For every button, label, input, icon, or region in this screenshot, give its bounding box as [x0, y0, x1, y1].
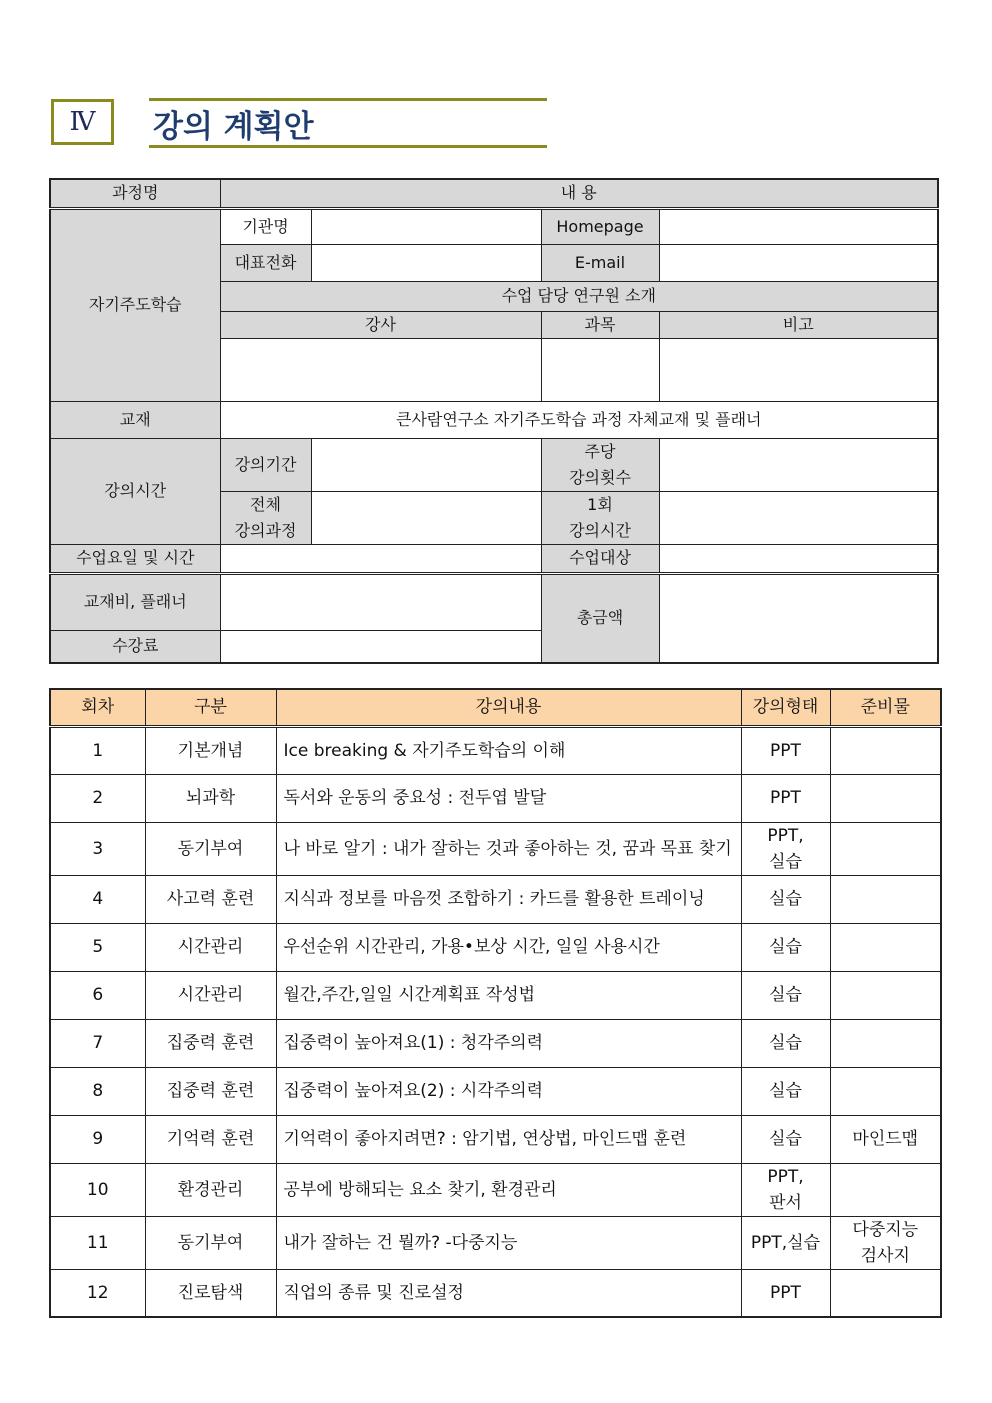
per-session-label	[541, 491, 659, 544]
header-content: 강의내용	[276, 689, 741, 726]
session-number: 4	[50, 875, 145, 923]
session-format: 실습	[741, 1067, 830, 1115]
session-format: 실습	[741, 1115, 830, 1163]
instructor-value[interactable]	[220, 338, 541, 401]
table-row	[50, 875, 941, 923]
session-materials	[830, 875, 941, 923]
homepage-label: Homepage	[541, 208, 659, 244]
session-number: 11	[50, 1216, 145, 1269]
total-amount-value[interactable]	[659, 573, 938, 663]
session-number: 5	[50, 923, 145, 971]
session-number: 1	[50, 726, 145, 774]
session-materials	[830, 923, 941, 971]
session-number: 7	[50, 1019, 145, 1067]
session-materials	[830, 1067, 941, 1115]
session-materials	[830, 822, 941, 875]
page-title: 강의 계획안	[149, 98, 547, 148]
total-amount-label: 총금액	[541, 573, 659, 663]
remark-label: 비고	[659, 311, 938, 338]
session-content: 월간,주간,일일 시간계획표 작성법	[276, 971, 741, 1019]
table-row	[50, 1163, 941, 1216]
session-category: 기본개념	[145, 726, 276, 774]
session-content: 우선순위 시간관리, 가용•보상 시간, 일일 사용시간	[276, 923, 741, 971]
target-value[interactable]	[659, 544, 938, 573]
table-row	[50, 1269, 941, 1317]
lecture-period-value[interactable]	[311, 438, 541, 491]
header-format: 강의형태	[741, 689, 830, 726]
total-course-value[interactable]	[311, 491, 541, 544]
weekly-label-line2: 강의횟수	[569, 467, 631, 487]
weekly-count-value[interactable]	[659, 438, 938, 491]
lecture-plan-table	[49, 688, 942, 1318]
table-row	[50, 822, 941, 875]
session-materials	[830, 1019, 941, 1067]
textbook-value: 큰사람연구소 자기주도학습 과정 자체교재 및 플래너	[220, 401, 938, 438]
total-label-line2: 강의과정	[234, 520, 297, 540]
remark-value[interactable]	[659, 338, 938, 401]
total-course-label	[220, 491, 311, 544]
session-category: 집중력 훈련	[145, 1067, 276, 1115]
section-number: Ⅳ	[69, 107, 96, 137]
table-row	[50, 971, 941, 1019]
table-row	[50, 1019, 941, 1067]
program-name: 자기주도학습	[50, 208, 220, 401]
session-content: 내가 잘하는 건 뭘까? -다중지능	[276, 1216, 741, 1269]
class-day-value[interactable]	[220, 544, 541, 573]
material-fee-value[interactable]	[220, 573, 541, 630]
phone-value[interactable]	[311, 244, 541, 281]
session-format: PPT,실습	[741, 1216, 830, 1269]
per-session-line1: 1회	[587, 494, 613, 514]
lecture-time-label: 강의시간	[50, 438, 220, 544]
session-content: 직업의 종류 및 진로설정	[276, 1269, 741, 1317]
session-format: 실습	[741, 875, 830, 923]
session-number: 9	[50, 1115, 145, 1163]
session-number: 6	[50, 971, 145, 1019]
session-content: 독서와 운동의 중요성 : 전두엽 발달	[276, 774, 741, 822]
homepage-value[interactable]	[659, 208, 938, 244]
session-materials: 마인드맵	[830, 1115, 941, 1163]
table-row	[50, 1216, 941, 1269]
subject-value[interactable]	[541, 338, 659, 401]
session-content: 공부에 방해되는 요소 찾기, 환경관리	[276, 1163, 741, 1216]
instructor-label: 강사	[220, 311, 541, 338]
session-category: 진로탐색	[145, 1269, 276, 1317]
session-materials	[830, 726, 941, 774]
session-content: 집중력이 높아져요(1) : 청각주의력	[276, 1019, 741, 1067]
session-number: 2	[50, 774, 145, 822]
researcher-intro: 수업 담당 연구원 소개	[220, 281, 938, 311]
session-category: 시간관리	[145, 923, 276, 971]
phone-label: 대표전화	[220, 244, 311, 281]
class-day-label: 수업요일 및 시간	[50, 544, 220, 573]
session-content: 나 바로 알기 : 내가 잘하는 것과 좋아하는 것, 꿈과 목표 찾기	[276, 822, 741, 875]
total-label-line1: 전체	[250, 494, 281, 514]
session-content: 집중력이 높아져요(2) : 시각주의력	[276, 1067, 741, 1115]
session-format: PPT, 판서	[741, 1163, 830, 1216]
material-fee-label: 교재비, 플래너	[50, 573, 220, 630]
tuition-value[interactable]	[220, 630, 541, 663]
session-materials	[830, 774, 941, 822]
session-format: PPT	[741, 774, 830, 822]
session-category: 동기부여	[145, 1216, 276, 1269]
session-number: 10	[50, 1163, 145, 1216]
session-format: 실습	[741, 1019, 830, 1067]
session-number: 3	[50, 822, 145, 875]
institution-value[interactable]	[311, 208, 541, 244]
header-materials: 준비물	[830, 689, 941, 726]
table-row	[50, 774, 941, 822]
session-content: 기억력이 좋아지려면? : 암기법, 연상법, 마인드맵 훈련	[276, 1115, 741, 1163]
session-category: 시간관리	[145, 971, 276, 1019]
session-number: 12	[50, 1269, 145, 1317]
section-number-box	[51, 99, 114, 145]
per-session-line2: 강의시간	[569, 520, 631, 540]
course-label: 과정명	[50, 179, 220, 208]
email-value[interactable]	[659, 244, 938, 281]
table-row	[50, 1067, 941, 1115]
table-row	[50, 923, 941, 971]
content-label: 내 용	[220, 179, 938, 208]
session-materials: 다중지능 검사지	[830, 1216, 941, 1269]
plan-header-row	[50, 689, 941, 726]
session-category: 사고력 훈련	[145, 875, 276, 923]
tuition-label: 수강료	[50, 630, 220, 663]
session-category: 동기부여	[145, 822, 276, 875]
session-format: 실습	[741, 971, 830, 1019]
table-row	[50, 726, 941, 774]
session-category: 집중력 훈련	[145, 1019, 276, 1067]
per-session-value[interactable]	[659, 491, 938, 544]
session-format: 실습	[741, 923, 830, 971]
email-label: E-mail	[541, 244, 659, 281]
session-number: 8	[50, 1067, 145, 1115]
course-info-table	[49, 178, 939, 664]
subject-label: 과목	[541, 311, 659, 338]
session-category: 환경관리	[145, 1163, 276, 1216]
session-format: PPT	[741, 726, 830, 774]
institution-label: 기관명	[220, 208, 311, 244]
session-category: 뇌과학	[145, 774, 276, 822]
session-materials	[830, 971, 941, 1019]
session-materials	[830, 1269, 941, 1317]
session-format: PPT, 실습	[741, 822, 830, 875]
session-category: 기억력 훈련	[145, 1115, 276, 1163]
textbook-label: 교재	[50, 401, 220, 438]
lecture-period-label: 강의기간	[220, 438, 311, 491]
header-session: 회차	[50, 689, 145, 726]
weekly-label-line1: 주당	[584, 441, 616, 461]
weekly-count-label	[541, 438, 659, 491]
header-category: 구분	[145, 689, 276, 726]
session-format: PPT	[741, 1269, 830, 1317]
table-row	[50, 1115, 941, 1163]
session-materials	[830, 1163, 941, 1216]
target-label: 수업대상	[541, 544, 659, 573]
session-content: 지식과 정보를 마음껏 조합하기 : 카드를 활용한 트레이닝	[276, 875, 741, 923]
session-content: Ice breaking & 자기주도학습의 이해	[276, 726, 741, 774]
